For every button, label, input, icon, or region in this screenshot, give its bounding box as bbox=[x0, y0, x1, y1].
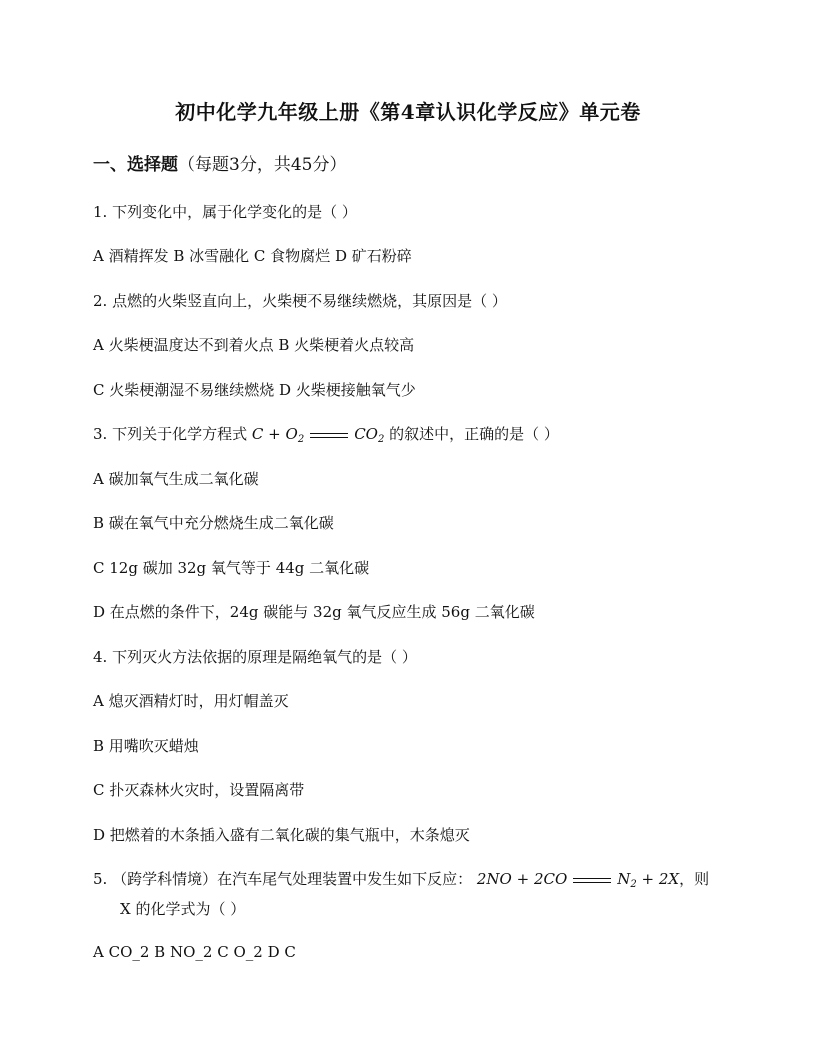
eq5-nitrogen: N bbox=[617, 870, 631, 888]
question-5-stem bbox=[93, 868, 709, 890]
question-3-option-b: B 碳在氧气中充分燃烧生成二氧化碳 bbox=[93, 514, 334, 532]
question-3-option-c: C 12g 碳加 32g 氧气等于 44g 二氧化碳 bbox=[93, 559, 370, 577]
question-2-options-ab: A 火柴梗温度达不到着火点 B 火柴梗着火点较高 bbox=[93, 336, 415, 354]
chemical-equation bbox=[252, 425, 384, 443]
question-4-option-b: B 用嘴吹灭蜡烛 bbox=[93, 737, 199, 755]
exhaust-equation bbox=[477, 870, 679, 888]
eq-product: CO bbox=[354, 425, 378, 443]
eq5-nitrogen-sub: 2 bbox=[630, 879, 637, 890]
question-5-stem-post: ，则 bbox=[679, 870, 710, 888]
question-4-option-d: D 把燃着的木条插入盛有二氧化碳的集气瓶中，木条熄灭 bbox=[93, 826, 470, 844]
question-3-stem bbox=[93, 423, 559, 445]
question-5-stem-line2: X 的化学式为（ ） bbox=[120, 900, 246, 918]
question-2-stem: 2. 点燃的火柴竖直向上，火柴梗不易继续燃烧，其原因是（ ） bbox=[93, 292, 507, 310]
page-title: 初中化学九年级上册《第4章认识化学反应》单元卷 bbox=[175, 100, 641, 124]
question-2-options-cd: C 火柴梗潮湿不易继续燃烧 D 火柴梗接触氧气少 bbox=[93, 381, 416, 399]
eq5-reactants: 2NO + 2CO bbox=[476, 870, 568, 888]
question-4-option-a: A 熄灭酒精灯时，用灯帽盖灭 bbox=[93, 692, 289, 710]
eq-oxygen-sub: 2 bbox=[297, 434, 305, 445]
question-3-option-d: D 在点燃的条件下，24g 碳能与 32g 氧气反应生成 56g 二氧化碳 bbox=[93, 603, 535, 621]
section-heading bbox=[93, 150, 346, 175]
question-1-stem: 1. 下列变化中，属于化学变化的是（ ） bbox=[93, 203, 357, 221]
question-3-stem-pre: 3. 下列关于化学方程式 bbox=[93, 425, 248, 443]
question-3-option-a: A 碳加氧气生成二氧化碳 bbox=[93, 470, 259, 488]
section-heading-label: 一、选择题 bbox=[93, 155, 178, 175]
question-3-stem-post: 的叙述中，正确的是（ ） bbox=[389, 425, 559, 443]
eq-product-sub: 2 bbox=[377, 434, 385, 445]
eq-carbon: C bbox=[251, 425, 264, 443]
equals-sign-5 bbox=[573, 878, 611, 883]
eq5-product-x: + 2X bbox=[636, 870, 680, 888]
question-1-options: A 酒精挥发 B 冰雪融化 C 食物腐烂 D 矿石粉碎 bbox=[93, 247, 412, 265]
question-4-stem: 4. 下列灭火方法依据的原理是隔绝氧气的是（ ） bbox=[93, 648, 417, 666]
question-5-stem-pre: 5. （跨学科情境）在汽车尾气处理装置中发生如下反应： bbox=[93, 870, 473, 888]
section-heading-note: （每题3分，共45分） bbox=[178, 155, 347, 175]
eq-plus: + bbox=[268, 425, 281, 443]
equals-sign bbox=[310, 433, 348, 438]
eq-oxygen: O bbox=[285, 425, 298, 443]
question-4-option-c: C 扑灭森林火灾时，设置隔离带 bbox=[93, 781, 305, 799]
question-5-options: A CO_2 B NO_2 C O_2 D C bbox=[93, 943, 296, 961]
